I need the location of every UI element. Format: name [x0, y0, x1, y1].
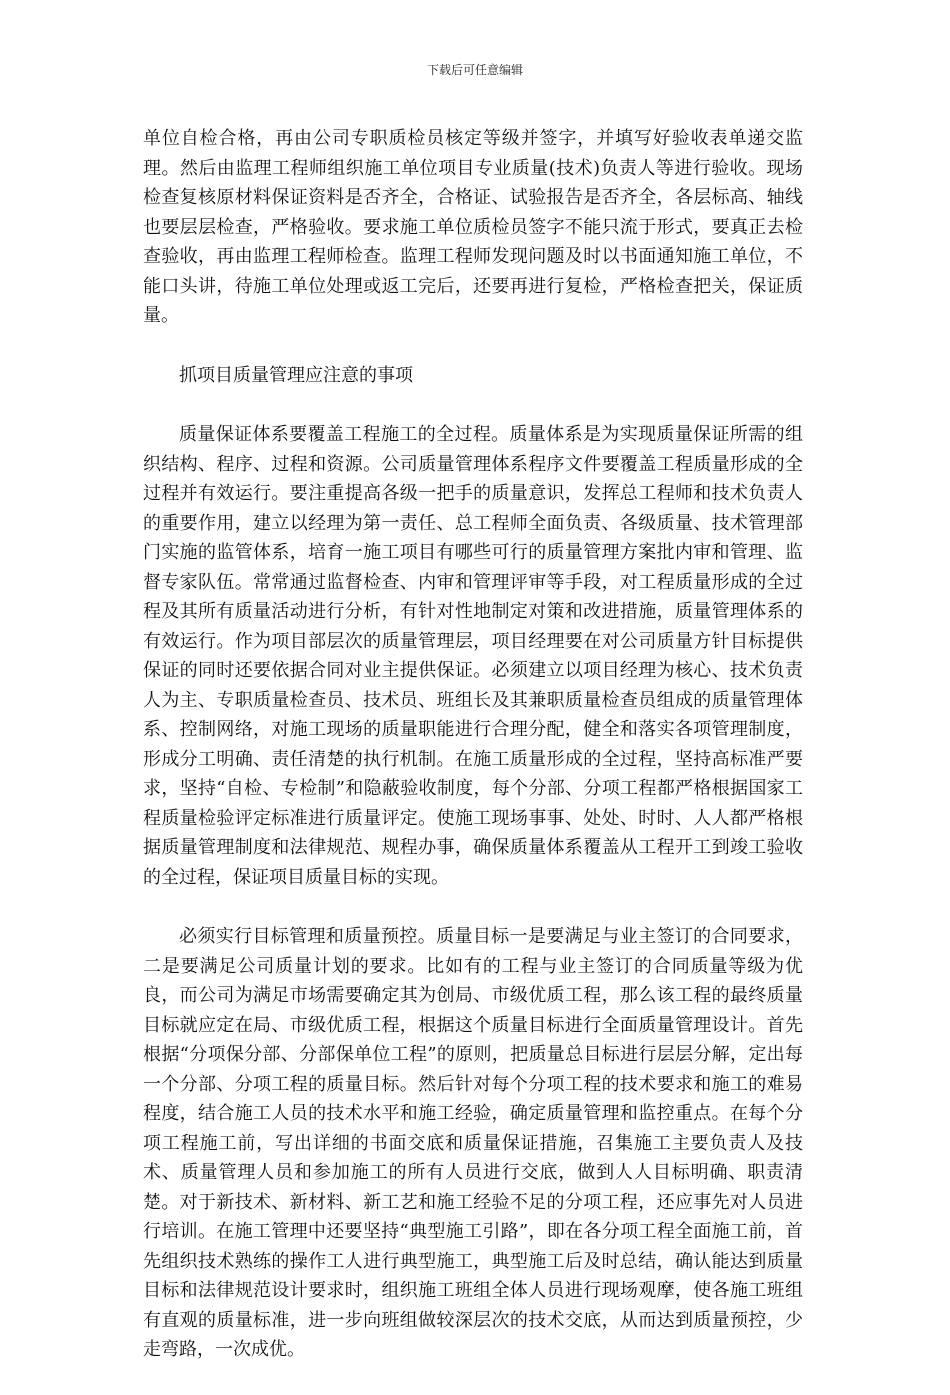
document-body	[143, 124, 803, 1395]
paragraph-continued: 单位自检合格，再由公司专职质检员核定等级并签字，并填写好验收表单递交监理。然后由监理工程师组织施工单位项目专业质量(技术)负责人等进行验收。现场检查复核原材料保证资料是否齐全，合格证、试验报告是否齐全，各层标高、轴线也要层层检查，严格验收。要求施工单位质检员签字不能只流于形式，要真正去检查验收，再由监理工程师检查。监理工程师发现问题及时以书面通知施工单位，不能口头讲，待施工单位处理或返工完后，还要再进行复检，严格检查把关，保证质量。	[143, 128, 803, 326]
section-heading: 抓项目质量管理应注意的事项	[179, 364, 413, 386]
paragraph-target-management: 必须实行目标管理和质量预控。质量目标一是要满足与业主签订的合同要求，二是要满足公司质量计划的要求。比如有的工程与业主签订的合同质量等级为优良，而公司为满足市场需要确定其为创局、市级优质工程，那么该工程的最终质量目标就应定在局、市级优质工程，根据这个质量目标进行全面质量管理设计。首先根据“分项保分部、分部保单位工程”的原则，把质量总目标进行层层分解，定出每一个分部、分项工程的质量目标。然后针对每个分项工程的技术要求和施工的难易程度，结合施工人员的技术水平和施工经验，确定质量管理和监控重点。在每个分项工程施工前，写出详细的书面交底和质量保证措施，召集施工主要负责人及技术、质量管理人员和参加施工的所有人员进行交底，做到人人目标明确、职责清楚。对于新技术、新材料、新工艺和施工经验不足的分项工程，还应事先对人员进行培训。在施工管理中还要坚持“典型施工引路”，即在各分项工程全面施工前，首先组织技术熟练的操作工人进行典型施工，典型施工后及时总结，确认能达到质量目标和法律规范设计要求时，组织施工班组全体人员进行现场观摩，使各施工班组有直观的质量标准，进一步向班组做较深层次的技术交底，从而达到质量预控，少走弯路，一次成优。	[143, 926, 803, 1360]
page-header: 下载后可任意编辑	[426, 63, 523, 77]
paragraph-quality-system: 质量保证体系要覆盖工程施工的全过程。质量体系是为实现质量保证所需的组织结构、程序、过程和资源。公司质量管理体系程序文件要覆盖工程质量形成的全过程并有效运行。要注重提高各级一把手的质量意识，发挥总工程师和技术负责人的重要作用，建立以经理为第一责任、总工程师全面负责、各级质量、技术管理部门实施的监管体系，培育一施工项目有哪些可行的质量管理方案批内审和管理、监督专家队伍。常常通过监督检查、内审和管理评审等手段，对工程质量形成的全过程及其所有质量活动进行分析，有针对性地制定对策和改进措施，质量管理体系的有效运行。作为项目部层次的质量管理层，项目经理要在对公司质量方针目标提供保证的同时还要依据合同对业主提供保证。必须建立以项目经理为核心、技术负责人为主、专职质量检查员、技术员、班组长及其兼职质量检查员组成的质量管理体系、控制网络，对施工现场的质量职能进行合理分配，健全和落实各项管理制度，形成分工明确、责任清楚的执行机制。在施工质量形成的全过程，坚持高标准严要求，坚持“自检、专检制”和隐蔽验收制度，每个分部、分项工程都严格根据国家工程质量检验评定标准进行质量评定。使施工现场事事、处处、时时、人人都严格根据质量管理制度和法律规范、规程办事，确保质量体系覆盖从工程开工到竣工验收的全过程，保证项目质量目标的实现。	[143, 424, 803, 888]
